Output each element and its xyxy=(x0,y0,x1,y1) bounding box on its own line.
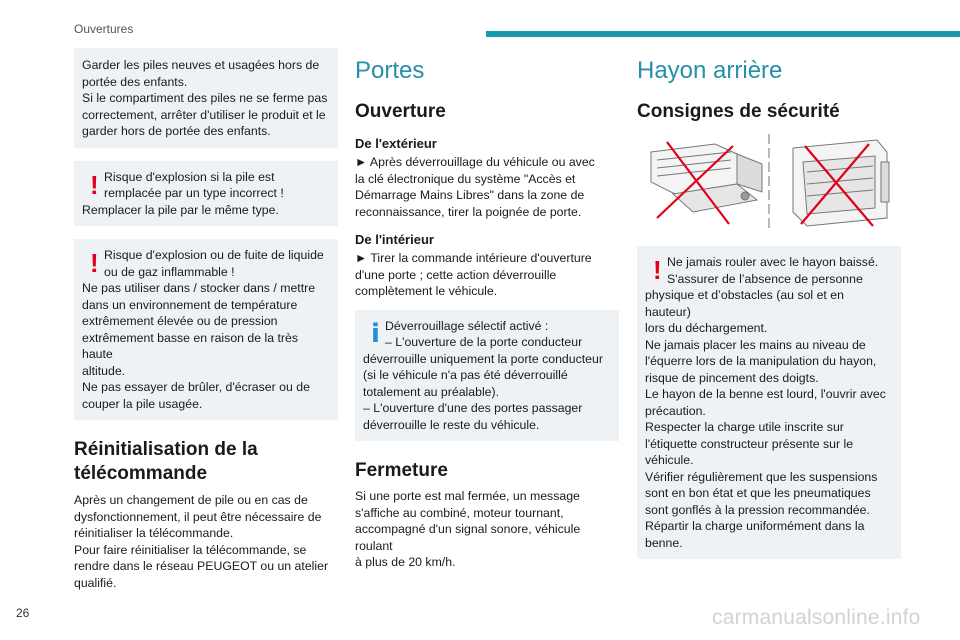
warning-line: véhicule. xyxy=(645,453,694,467)
tailgate-illustration xyxy=(637,132,901,232)
info-line: – L'ouverture d'une des portes passager xyxy=(363,401,583,415)
info-line: Déverrouillage sélectif activé : xyxy=(385,318,549,333)
warning-line: Le hayon de la benne est lourd, l'ouvrir avec xyxy=(645,387,886,401)
warning-line: Ne pas essayer de brûler, d'écraser ou de xyxy=(82,380,310,394)
warning-line: S'assurer de l’absence de personne xyxy=(667,271,863,286)
tailgate-warning-box xyxy=(637,246,901,559)
body-line: réinitialiser la télécommande. xyxy=(74,526,234,540)
tailgate-prohibited-illustration xyxy=(637,132,901,232)
warning-line: l'étiquette constructeur présente sur le xyxy=(645,436,854,451)
body-line: d'une porte ; cette action déverrouille xyxy=(355,267,557,282)
exterior-heading: De l'extérieur xyxy=(355,136,437,151)
warning-line: Vérifier régulièrement que les suspensions xyxy=(645,469,878,484)
doors-title: Portes xyxy=(355,57,425,84)
notice-line: Si le compartiment des piles ne se ferme pas xyxy=(82,91,328,105)
warning-line: Respecter la charge utile inscrite sur xyxy=(645,420,844,434)
exclamation-icon: ! xyxy=(653,255,662,285)
body-line: Pour faire réinitialiser la télécommande, se xyxy=(74,542,307,557)
warning-line: Ne jamais placer les mains au niveau de xyxy=(645,337,866,352)
info-line: déverrouille le reste du véhicule. xyxy=(363,417,540,432)
warning-line: benne. xyxy=(645,535,683,550)
body-line: Après un changement de pile ou en cas de xyxy=(74,493,308,507)
opening-heading: Ouverture xyxy=(355,101,446,122)
closing-body xyxy=(355,488,619,571)
watermark: carmanualsonline.info xyxy=(712,606,921,629)
body-line: dysfonctionnement, il peut être nécessaire de xyxy=(74,509,322,524)
warning-line: Répartir la charge uniformément dans la xyxy=(645,519,865,533)
exclamation-icon: ! xyxy=(90,169,99,200)
warning-line: l'équerre lors de la manipulation du hayon, xyxy=(645,354,877,368)
body-line: qualifié. xyxy=(74,575,117,590)
body-line: ► Tirer la commande intérieure d'ouverture xyxy=(355,251,592,265)
warning-line: altitude. xyxy=(82,363,126,378)
body-line: à plus de 20 km/h. xyxy=(355,555,456,569)
heading-line: télécommande xyxy=(74,463,208,484)
exclamation-icon: ! xyxy=(90,248,99,278)
section-header: Ouvertures xyxy=(74,22,134,36)
interior-heading: De l'intérieur xyxy=(355,232,434,247)
notice-line: Garder les piles neuves et usagées hors de xyxy=(82,58,320,72)
reset-remote-body xyxy=(74,492,338,591)
battery-notice-box xyxy=(74,48,338,148)
notice-line: garder hors de portée des enfants. xyxy=(82,124,271,138)
warning-line: Risque d'explosion si la pile est xyxy=(104,169,275,184)
body-line: rendre dans le réseau PEUGEOT ou un atelier xyxy=(74,559,329,573)
leak-warning-box xyxy=(74,239,338,420)
warning-line: dans un environnement de température xyxy=(82,297,298,312)
info-icon: i xyxy=(371,318,380,349)
body-line: complètement le véhicule. xyxy=(355,284,498,298)
selective-unlock-info-box xyxy=(355,310,619,442)
tailgate-title: Hayon arrière xyxy=(637,57,783,84)
notice-line: correctement, arrêter d'utiliser le produit et le xyxy=(82,107,326,122)
interior-body xyxy=(355,250,619,300)
info-line: déverrouille uniquement la porte conducteur xyxy=(363,351,603,366)
warning-line: couper la pile usagée. xyxy=(82,396,203,411)
warning-line: risque de pincement des doigts. xyxy=(645,370,819,385)
warning-line: extrêmement basse en raison de la très haute xyxy=(82,330,298,361)
warning-line: physique et d’obstacles (au sol et en hauteur) xyxy=(645,288,844,319)
notice-line: portée des enfants. xyxy=(82,74,188,89)
heading-line: Réinitialisation de la xyxy=(74,439,258,460)
info-line: – L'ouverture de la porte conducteur xyxy=(385,335,583,349)
page-number: 26 xyxy=(16,606,30,620)
closing-heading: Fermeture xyxy=(355,460,448,481)
reset-remote-heading xyxy=(74,438,338,486)
column-right xyxy=(637,48,901,559)
info-line: (si le véhicule n'a pas été déverrouillé xyxy=(363,368,568,382)
body-line: Démarrage Mains Libres" dans la zone de xyxy=(355,188,585,202)
warning-line: extrêmement élevée ou de pression xyxy=(82,314,278,328)
warning-line: sont en bon état et que les pneumatiques xyxy=(645,486,871,500)
body-line: la clé électronique du système "Accès et xyxy=(355,171,576,186)
warning-line: sont gonflés à la pression recommandée. xyxy=(645,502,870,517)
column-left xyxy=(74,48,338,591)
warning-line: Ne jamais rouler avec le hayon baissé. xyxy=(667,255,879,269)
warning-line: Remplacer la pile par le même type. xyxy=(82,202,279,217)
column-middle xyxy=(355,48,619,571)
warning-line: lors du déchargement. xyxy=(645,321,768,335)
warning-line: ou de gaz inflammable ! xyxy=(104,264,235,279)
body-line: s'affiche au combiné, moteur tournant, xyxy=(355,505,564,520)
warning-line: remplacée par un type incorrect ! xyxy=(104,186,284,200)
warning-line: précaution. xyxy=(645,403,706,418)
header-accent-bar xyxy=(486,31,960,37)
warning-line: Ne pas utiliser dans / stocker dans / mettre xyxy=(82,281,316,295)
body-line: reconnaissance, tirer la poignée de porte. xyxy=(355,204,582,219)
exterior-body xyxy=(355,154,619,220)
warning-line: Risque d'explosion ou de fuite de liquide xyxy=(104,248,324,262)
body-line: Si une porte est mal fermée, un message xyxy=(355,489,580,503)
safety-heading: Consignes de sécurité xyxy=(637,101,840,122)
explosion-warning-box xyxy=(74,161,338,227)
info-line: totalement au préalable). xyxy=(363,384,500,399)
body-line: accompagné d'un signal sonore, véhicule roulant xyxy=(355,522,581,553)
body-line: ► Après déverrouillage du véhicule ou avec xyxy=(355,155,595,169)
